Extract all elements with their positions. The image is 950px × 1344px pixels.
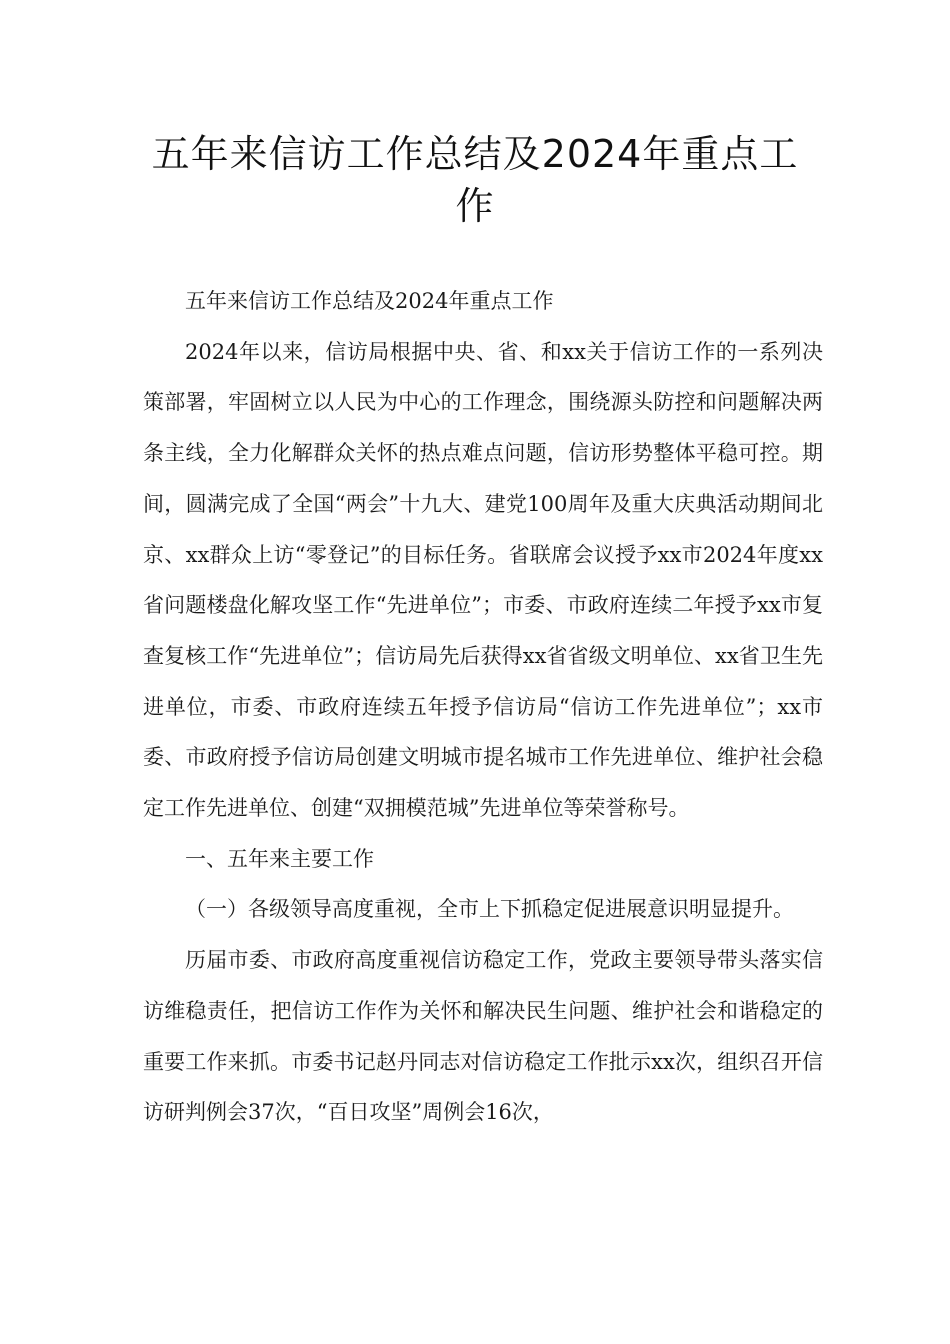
section-heading: 一、五年来主要工作 (185, 846, 374, 871)
document-title: 五年来信访工作总结及2024年重点工作 (151, 132, 799, 228)
subtitle-paragraph: 五年来信访工作总结及2024年重点工作 (185, 289, 554, 313)
summary-paragraph: 2024年以来，信访局根据中央、省、和xx关于信访工作的一系列决策部署，牢固树立以人民为中心的工作理念，围绕源头防控和问题解决两条主线，全力化解群众关怀的热点难点问题，信访形势整体平稳可控。期间，圆满完成了全国“两会”十九大、建党100周年及重大庆典活动期间北京、xx群众上访“零登记”的目标任务。省联席会议授予xx市2024年度xx省问题楼盘化解攻坚工作“先进单位”；市委、市政府连续二年授予xx市复查复核工作“先进单位”；信访局先后获得xx省省级文明单位、xx省卫生先进单位，市委、市政府连续五年授予信访局“信访工作先进单位”；xx市委、市政府授予信访局创建文明城市提名城市工作先进单位、维护社会稳定工作先进单位、创建“双拥模范城”先进单位等荣誉称号。 (143, 339, 823, 821)
document-body (143, 276, 823, 1138)
subsection-heading: （一）各级领导高度重视，全市上下抓稳定促进展意识明显提升。 (185, 897, 794, 922)
body-paragraph: 历届市委、市政府高度重视信访稳定工作，党政主要领导带头落实信访维稳责任，把信访工作作为关怀和解决民生问题、维护社会和谐稳定的重要工作来抓。市委书记赵丹同志对信访稳定工作批示xx次，组织召开信访研判例会37次，“百日攻坚”周例会16次， (143, 948, 823, 1125)
